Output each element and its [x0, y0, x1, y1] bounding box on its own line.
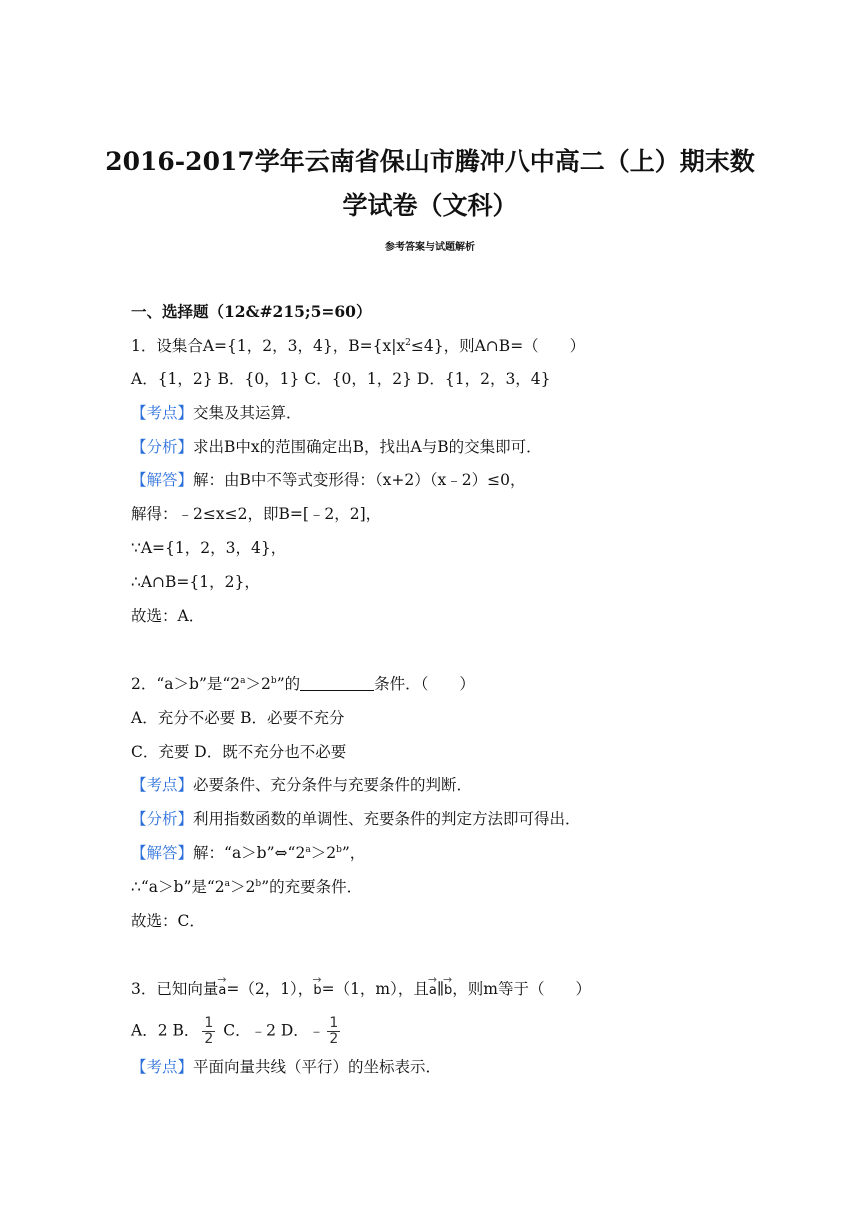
q2-solution-line-2: ∴“a＞b”是“$2^a>2^b$”的充要条件．: [131, 878, 363, 896]
q1-solution-line-4: ∴A∩B={1，2}，: [131, 573, 260, 591]
document-title-line-1: 2016-2017学年云南省保山市腾冲八中高二（上）期末数: [105, 147, 755, 176]
q2-stem: 2．“a＞b”是“$2^a>2^b$”的 条件．（ ）: [131, 675, 475, 693]
vector-arrow-icon: →: [427, 973, 438, 986]
answer-blank: [300, 674, 374, 691]
document-title-line-2: 学试卷（文科）: [342, 191, 518, 220]
q2-jieda: 【解答】解：“$a>b”\Leftrightarrow“2^a>2^b$”，: [131, 844, 366, 862]
vector-b-symbol: → b: [313, 978, 321, 1002]
q2-options-line-1: A．充分不必要 B．必要不充分: [131, 709, 345, 727]
fraction-one-half: $\frac{1}{2}$: [329, 1015, 339, 1047]
q1-solution-line-2: 解得：﹣2≤x≤2，即B=[﹣2，2]，: [131, 505, 382, 523]
q1-options: A．{1，2} B．{0，1} C．{0，1，2} D．{1，2，3，4}: [131, 370, 551, 388]
q2-fenxi: 【分析】利用指数函数的单调性、充要条件的判定方法即可得出．: [131, 810, 581, 828]
q1-kaodian: 【考点】交集及其运算．: [131, 404, 302, 422]
jieda-label: 【解答】: [131, 471, 194, 489]
fraction-one-half: $\frac{1}{2}$: [204, 1015, 214, 1047]
section-heading: 一、选择题（12&#215;5=60）: [131, 302, 372, 321]
kaodian-label: 【考点】: [131, 1058, 194, 1076]
jieda-label: 【解答】: [131, 844, 194, 862]
document-subtitle: 参考答案与试题解析: [385, 242, 475, 253]
fenxi-label: 【分析】: [131, 810, 194, 828]
fenxi-label: 【分析】: [131, 438, 194, 456]
vector-a-symbol: → a: [429, 978, 437, 1002]
q1-solution-line-3: ∵A={1，2，3，4}，: [131, 539, 287, 557]
vector-arrow-icon: →: [217, 973, 227, 986]
kaodian-label: 【考点】: [131, 776, 194, 794]
q3-stem: 3．已知向量 → a=（2，1）， → b=（1，m），且 → a∥ → b，则m等于（ ）: [131, 978, 591, 1002]
q3-kaodian: 【考点】平面向量共线（平行）的坐标表示．: [131, 1058, 442, 1076]
vector-b-symbol: → b: [444, 978, 452, 1002]
q2-options-line-2: C．充要 D．既不充分也不必要: [131, 743, 347, 761]
vector-a-symbol: → a: [218, 978, 226, 1002]
q2-answer: 故选：C．: [131, 912, 205, 930]
q3-options: A．2 B． $\frac{1}{2}$ C．﹣2 D．﹣ $\frac{1}{2}$: [131, 1015, 339, 1047]
q1-jieda: 【解答】解：由B中不等式变形得：（x+2）（x﹣2）≤0，: [131, 471, 526, 489]
q1-answer: 故选：A．: [131, 607, 205, 625]
vector-arrow-icon: →: [443, 973, 453, 986]
vector-arrow-icon: →: [312, 973, 322, 986]
kaodian-label: 【考点】: [131, 404, 194, 422]
q2-kaodian: 【考点】必要条件、充分条件与充要条件的判断．: [131, 776, 473, 794]
q1-stem: 1．设集合A={1，2，3，4}，$B=\{x|x^2\le 4\}$，则A∩B=（ ）: [131, 337, 586, 355]
q1-fenxi: 【分析】求出B中x的范围确定出B，找出A与B的交集即可．: [131, 438, 542, 456]
